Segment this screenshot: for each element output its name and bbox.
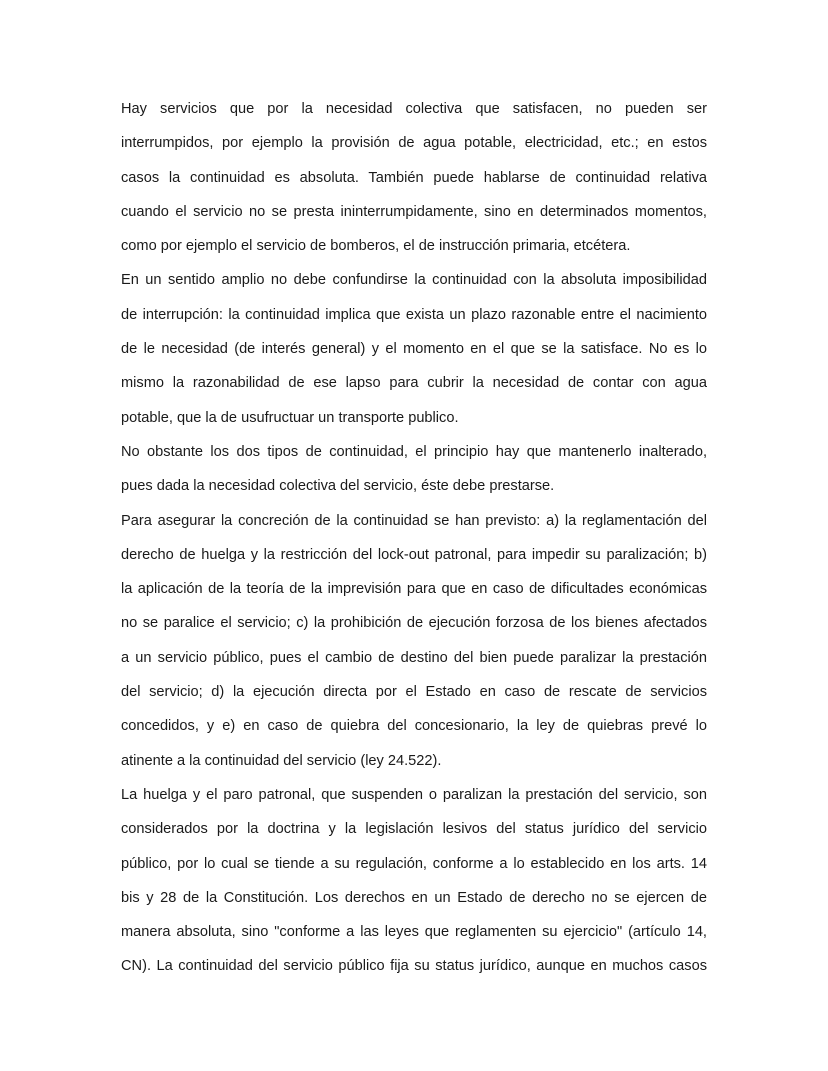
text-line: mismo la razonabilidad de ese lapso para cubrir la necesidad de contar con agua bbox=[121, 375, 707, 392]
text-line: Hay servicios que por la necesidad colectiva que satisfacen, no pueden ser bbox=[121, 101, 707, 117]
text-line: público, por lo cual se tiende a su regulación, conforme a lo establecido en los arts. 14 bbox=[121, 855, 707, 872]
document-body bbox=[121, 92, 707, 984]
paragraph bbox=[121, 263, 707, 434]
text-line: de interrupción: la continuidad implica que exista un plazo razonable entre el nacimiento bbox=[121, 306, 707, 323]
text-line: En un sentido amplio no debe confundirse la continuidad con la absoluta imposibilidad bbox=[121, 272, 707, 289]
text-line: No obstante los dos tipos de continuidad, el principio hay que mantenerlo inalterado, bbox=[121, 443, 707, 460]
text-line: casos la continuidad es absoluta. También puede hablarse de continuidad relativa bbox=[121, 169, 707, 186]
paragraph bbox=[121, 504, 707, 778]
text-line: bis y 28 de la Constitución. Los derechos en un Estado de derecho no se ejercen de bbox=[121, 889, 707, 906]
text-line: CN). La continuidad del servicio público fija su status jurídico, aunque en muchos casos bbox=[121, 958, 707, 975]
text-line: del servicio; d) la ejecución directa por el Estado en caso de rescate de servicios bbox=[121, 684, 707, 701]
text-line: la aplicación de la teoría de la imprevisión para que en caso de dificultades económicas bbox=[121, 581, 707, 598]
text-line: como por ejemplo el servicio de bomberos, el de instrucción primaria, etcétera. bbox=[121, 238, 631, 255]
text-line: considerados por la doctrina y la legislación lesivos del status jurídico del servicio bbox=[121, 821, 707, 838]
text-line: potable, que la de usufructuar un transporte publico. bbox=[121, 409, 459, 426]
text-line: manera absoluta, sino "conforme a las leyes que reglamenten su ejercicio" (artículo 14, bbox=[121, 924, 707, 941]
text-line: interrumpidos, por ejemplo la provisión de agua potable, electricidad, etc.; en estos bbox=[121, 135, 707, 152]
text-line: pues dada la necesidad colectiva del servicio, éste debe prestarse. bbox=[121, 478, 555, 495]
paragraph bbox=[121, 778, 707, 984]
paragraph bbox=[121, 92, 707, 263]
text-line: cuando el servicio no se presta ininterrumpidamente, sino en determinados momentos, bbox=[121, 203, 707, 220]
text-line: de le necesidad (de interés general) y el momento en el que se la satisface. No es lo bbox=[121, 341, 707, 358]
text-line: a un servicio público, pues el cambio de destino del bien puede paralizar la prestación bbox=[121, 649, 707, 666]
text-line: concedidos, y e) en caso de quiebra del concesionario, la ley de quiebras prevé lo bbox=[121, 718, 707, 735]
text-line: Para asegurar la concreción de la continuidad se han previsto: a) la reglamentación del bbox=[121, 512, 707, 529]
text-line: derecho de huelga y la restricción del lock-out patronal, para impedir su paralización; b) bbox=[121, 546, 707, 563]
text-line: atinente a la continuidad del servicio (ley 24.522). bbox=[121, 752, 442, 769]
text-line: no se paralice el servicio; c) la prohibición de ejecución forzosa de los bienes afectados bbox=[121, 615, 707, 632]
text-line: La huelga y el paro patronal, que suspenden o paralizan la prestación del servicio, son bbox=[121, 786, 707, 803]
paragraph bbox=[121, 435, 707, 504]
